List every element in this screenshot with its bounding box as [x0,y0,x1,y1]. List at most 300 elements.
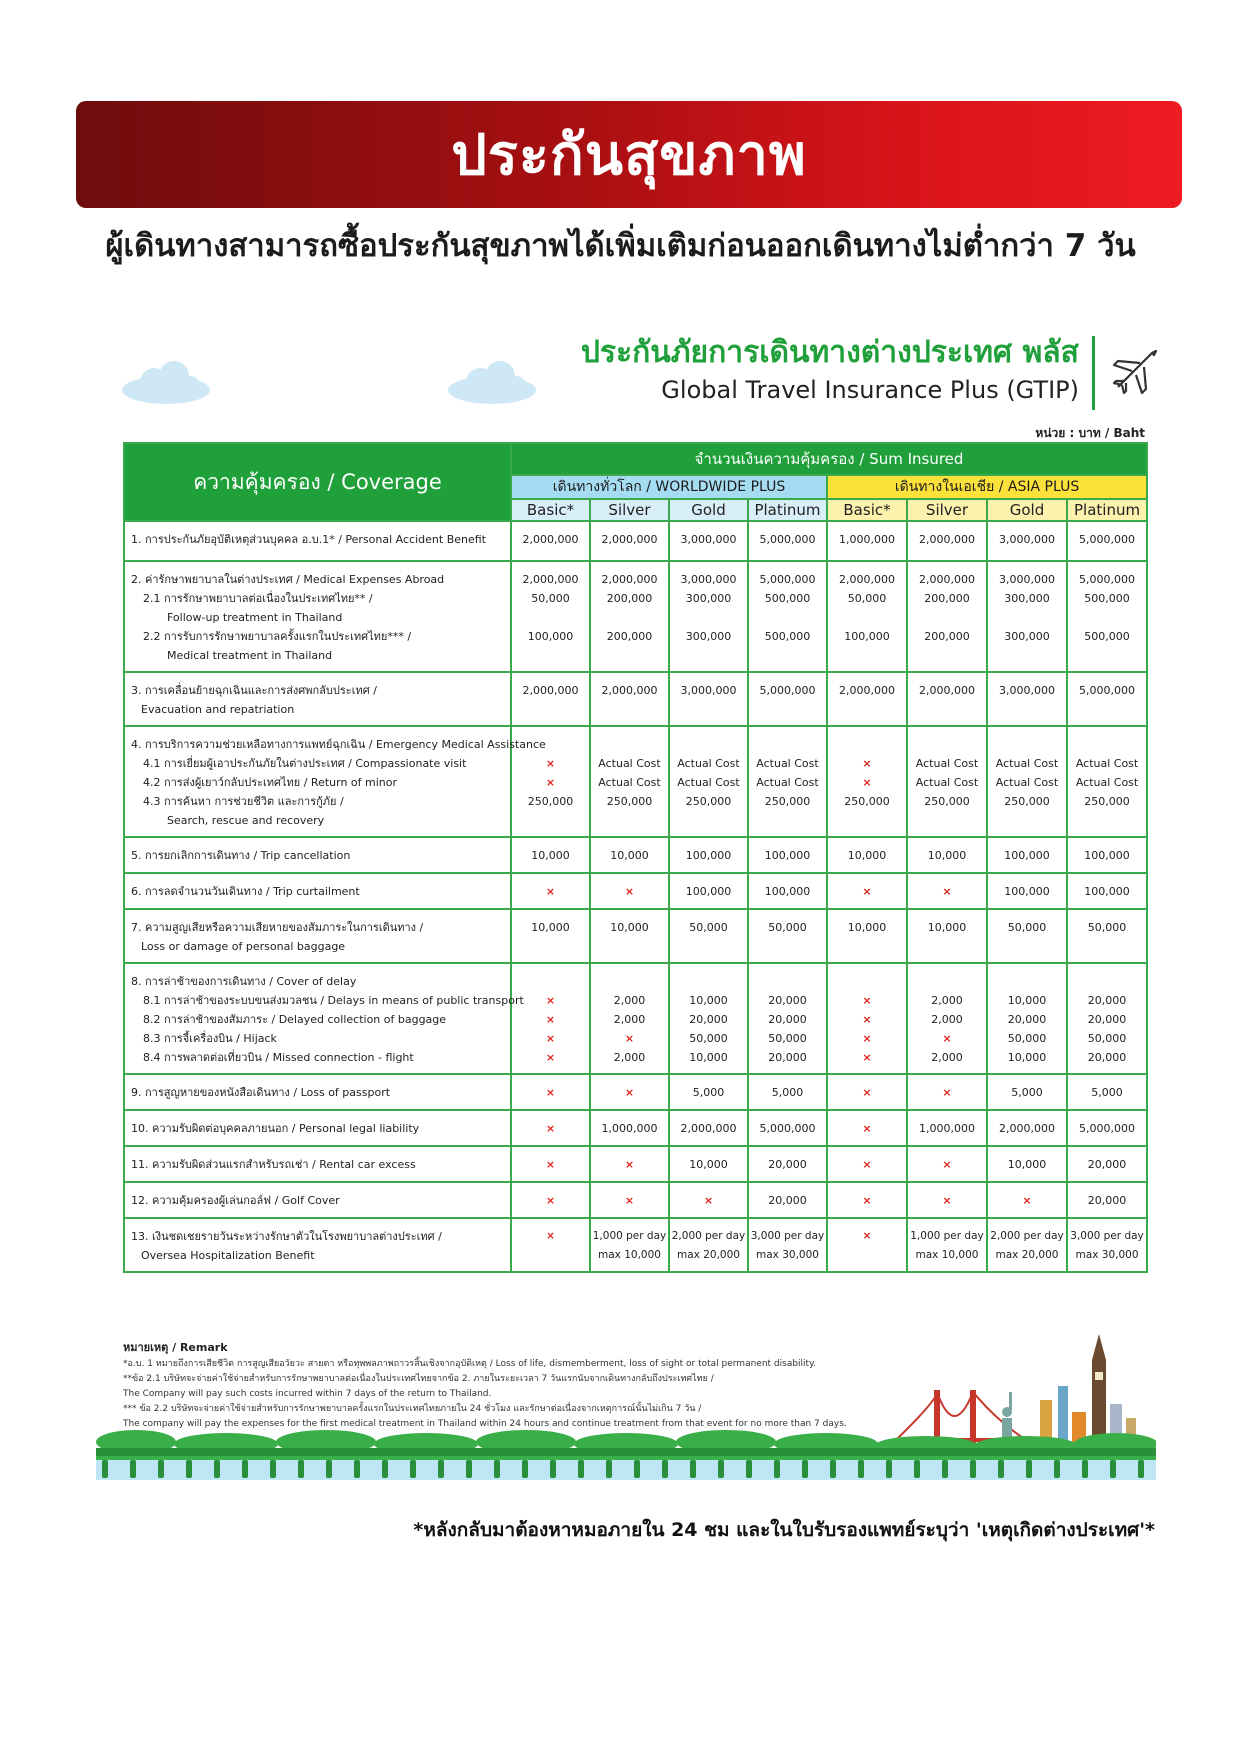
sum-insured-value: 2,000 per day [671,1230,746,1242]
sum-insured-value: 2,000,000 [919,573,975,586]
not-covered-mark: × [624,1032,635,1045]
sum-insured-cell [748,1182,827,1218]
sum-insured-value: max 10,000 [598,1249,661,1261]
sum-insured-value: 100,000 [685,849,732,862]
coverage-text: 12. ความคุ้มครองผู้เล่นกอล์ฟ / Golf Cover [131,1194,340,1207]
sum-insured-value: 2,000,000 [522,573,579,586]
sum-insured-value: 10,000 [610,849,649,862]
not-covered-mark: × [862,1032,872,1045]
sum-insured-cell [590,1146,669,1182]
sum-insured-cell [827,672,907,726]
sum-insured-cell [827,521,907,561]
sum-insured-value [908,735,986,754]
sum-insured-header: จำนวนเงินความคุ้มครอง / Sum Insured [511,443,1147,475]
rail-post [914,1460,920,1478]
not-covered-mark: × [545,1158,556,1171]
sum-insured-cell [987,909,1067,963]
sum-insured-value: 10,000 [847,849,887,862]
sum-insured-cell [827,726,907,837]
sum-insured-cell [987,1182,1067,1218]
sum-insured-cell [590,837,669,873]
sum-insured-cell [669,1182,748,1218]
not-covered-mark: × [545,1122,556,1135]
sum-insured-value: 2,000 [931,994,963,1007]
coverage-text: Search, rescue and recovery [167,814,325,827]
unit-label: หน่วย : บาท / Baht [1035,426,1145,440]
rail-post [718,1460,724,1478]
plan-header: Silver [907,499,987,521]
sum-insured-cell [827,1218,907,1272]
sum-insured-value: Actual Cost [677,757,740,770]
product-title-th: ประกันภัยการเดินทางต่างประเทศ พลัส [580,335,1079,370]
sum-insured-cell [1067,1146,1147,1182]
not-covered-mark: × [546,1230,555,1242]
sum-insured-value: 2,000,000 [919,533,975,546]
sum-insured-cell [669,672,748,726]
sum-insured-value [988,972,1066,991]
sum-insured-value: 20,000 [1087,1013,1127,1026]
sum-insured-value: Actual Cost [995,776,1059,789]
header-banner [76,101,1182,208]
sum-insured-value: 10,000 [1007,1051,1047,1064]
sum-insured-value: 2,000 [613,994,646,1007]
coverage-text: 8.3 การจี้เครื่องบิน / Hijack [143,1032,277,1045]
sum-insured-value: 50,000 [1007,1032,1047,1045]
sum-insured-value: 10,000 [689,1158,728,1171]
sum-insured-cell [907,837,987,873]
sum-insured-cell [987,837,1067,873]
sum-insured-cell [1067,672,1147,726]
coverage-description [124,1218,511,1272]
table-row [124,837,1147,873]
sum-insured-cell [511,1218,590,1272]
sum-insured-value: 3,000,000 [999,573,1055,586]
sum-insured-value: 100,000 [1004,849,1050,862]
not-covered-mark: × [862,1086,872,1099]
sum-insured-value [988,735,1066,754]
sum-insured-cell [590,873,669,909]
sum-insured-value: Actual Cost [598,757,661,770]
remark-line: The company will pay the expenses for the first medical treatment in Thailand within 24 hours and continue treatment from that event for no more than 7 days. [123,1419,847,1429]
not-covered-mark: × [862,885,872,898]
sum-insured-value: 10,000 [610,921,649,934]
not-covered-mark: × [703,1194,714,1207]
rail-post [326,1460,332,1478]
sum-insured-value: 5,000,000 [759,1122,816,1135]
rail-post [410,1460,416,1478]
sum-insured-value: 250,000 [685,795,732,808]
remark-line: *** ข้อ 2.2 บริษัทจะจ่ายค่าใช้จ่ายสำหรับการรักษาพยาบาลครั้งแรกในประเทศไทยภายใน 24 ชั่วโมง และรักษาต่อเนื่องจากเหตุการณ์นั้นไม่เกิน 7 วัน / [123,1404,702,1414]
sum-insured-cell [748,1110,827,1146]
coverage-text: 2.1 การรักษาพยาบาลต่อเนื่องในประเทศไทย** / [143,592,373,605]
sum-insured-value [591,608,668,627]
sum-insured-cell [669,837,748,873]
sum-insured-value: 3,000 per day [750,1230,825,1242]
not-covered-mark: × [862,757,872,770]
sum-insured-cell [511,1110,590,1146]
coverage-text: 2.2 การรับการรักษาพยาบาลครั้งแรกในประเทศไทย*** / [143,630,412,643]
sum-insured-value: 1,000 per day [592,1230,667,1242]
sum-insured-cell [987,521,1067,561]
sum-insured-value: Actual Cost [995,757,1059,770]
sum-insured-cell [748,1218,827,1272]
sum-insured-value: 3,000 per day [1070,1230,1144,1242]
sum-insured-value: 10,000 [689,1051,728,1064]
rail-post [998,1460,1004,1478]
not-covered-mark: × [862,1051,872,1064]
not-covered-mark: × [545,1194,556,1207]
sum-insured-cell [511,1074,590,1110]
not-covered-mark: × [942,1032,952,1045]
rail-post [242,1460,248,1478]
plan-header: Platinum [748,499,827,521]
sum-insured-cell [511,909,590,963]
sum-insured-cell [590,726,669,837]
sum-insured-value: 20,000 [768,994,807,1007]
sum-insured-value [828,972,906,991]
sum-insured-value: 5,000,000 [759,573,816,586]
not-covered-mark: × [942,1158,952,1171]
coverage-text: 4.2 การส่งผู้เยาว์กลับประเทศไทย / Return of minor [143,776,398,789]
sum-insured-cell [590,1182,669,1218]
sum-insured-value: 50,000 [689,1032,728,1045]
sum-insured-value: 100,000 [764,849,811,862]
sum-insured-cell [1067,963,1147,1074]
coverage-header: ความคุ้มครอง / Coverage [124,443,511,521]
sum-insured-value: 100,000 [1004,885,1050,898]
rail-post [662,1460,668,1478]
sum-insured-value: Actual Cost [756,757,819,770]
sum-insured-value: 1,000,000 [601,1122,658,1135]
sum-insured-value: 1,000 per day [910,1230,984,1242]
sum-insured-cell [669,1218,748,1272]
sum-insured-cell [748,963,827,1074]
sum-insured-value: 500,000 [764,630,811,643]
sum-insured-cell [987,873,1067,909]
not-covered-mark: × [862,1230,872,1242]
sum-insured-value: 20,000 [1087,1194,1127,1207]
not-covered-mark: × [624,1086,635,1099]
sum-insured-value: 5,000 [771,1086,804,1099]
sum-insured-value: 2,000,000 [601,573,658,586]
sum-insured-cell [669,726,748,837]
divider [1092,336,1095,410]
sum-insured-cell [907,963,987,1074]
sum-insured-cell [1067,1110,1147,1146]
sum-insured-value: 50,000 [1087,1032,1127,1045]
sum-insured-value: 5,000 [1011,1086,1043,1099]
sum-insured-value: 300,000 [685,630,732,643]
sum-insured-value: 10,000 [1007,994,1047,1007]
coverage-text: 8.1 การล่าช้าของระบบขนส่งมวลชน / Delays in means of public transport [143,994,524,1007]
not-covered-mark: × [624,1194,635,1207]
rail-post [746,1460,752,1478]
sum-insured-cell [511,521,590,561]
sum-insured-value: 20,000 [1087,1158,1127,1171]
sum-insured-value: 500,000 [764,592,811,605]
not-covered-mark: × [862,1013,872,1026]
sum-insured-value: max 10,000 [915,1249,979,1261]
coverage-text: 2. ค่ารักษาพยาบาลในต่างประเทศ / Medical Expenses Abroad [131,573,445,586]
sum-insured-value: Actual Cost [915,757,979,770]
sum-insured-value: 250,000 [527,795,574,808]
sum-insured-value: 200,000 [606,592,653,605]
rail-post [270,1460,276,1478]
not-covered-mark: × [545,994,556,1007]
coverage-description [124,521,511,561]
sum-insured-value: Actual Cost [915,776,979,789]
table-row [124,726,1147,837]
sum-insured-cell [1067,726,1147,837]
coverage-description [124,837,511,873]
not-covered-mark: × [545,757,556,770]
sum-insured-cell [827,963,907,1074]
not-covered-mark: × [862,994,872,1007]
coverage-text: 1. การประกันภัยอุบัติเหตุส่วนบุคคล อ.บ.1* / Personal Accident Benefit [131,533,486,546]
sum-insured-value: 250,000 [1004,795,1050,808]
plan-header: Gold [987,499,1067,521]
coverage-description [124,909,511,963]
sum-insured-cell [907,672,987,726]
not-covered-mark: × [624,885,635,898]
sum-insured-cell [987,1074,1067,1110]
sum-insured-value: Actual Cost [1075,776,1139,789]
sum-insured-value: 5,000,000 [759,533,816,546]
coverage-text: 13. เงินชดเชยรายวันระหว่างรักษาตัวในโรงพยาบาลต่างประเทศ / [131,1230,442,1243]
sum-insured-value [908,972,986,991]
sum-insured-value: 250,000 [606,795,653,808]
sum-insured-cell [1067,521,1147,561]
table-row [124,521,1147,561]
sum-insured-cell [511,561,590,672]
sum-insured-cell [827,1182,907,1218]
sum-insured-value: 5,000,000 [1079,684,1136,697]
sum-insured-value: 50,000 [689,921,728,934]
sum-insured-cell [1067,837,1147,873]
sum-insured-cell [827,909,907,963]
product-title-en: Global Travel Insurance Plus (GTIP) [661,376,1079,404]
sum-insured-value: 10,000 [927,921,967,934]
coverage-description [124,1110,511,1146]
sum-insured-value: 20,000 [768,1158,807,1171]
sum-insured-cell [748,561,827,672]
rail-post [606,1460,612,1478]
rail-post [130,1460,136,1478]
sum-insured-value: 500,000 [1084,630,1130,643]
not-covered-mark: × [862,1158,872,1171]
sum-insured-value: 250,000 [1084,795,1130,808]
rail-post [158,1460,164,1478]
sum-insured-value: 20,000 [689,1013,728,1026]
sum-insured-cell [1067,1182,1147,1218]
product-heading [581,333,1079,407]
not-covered-mark: × [942,885,952,898]
sum-insured-value: 20,000 [1087,994,1127,1007]
sum-insured-value: 300,000 [685,592,732,605]
sum-insured-cell [511,873,590,909]
coverage-rows [124,521,1147,1272]
sum-insured-value [828,735,906,754]
sum-insured-cell [748,1074,827,1110]
coverage-description [124,672,511,726]
sum-insured-value: 200,000 [606,630,653,643]
sum-insured-value: 250,000 [844,795,890,808]
sum-insured-value: max 20,000 [995,1249,1059,1261]
rail-post [102,1460,108,1478]
sum-insured-cell [1067,561,1147,672]
not-covered-mark: × [862,776,872,789]
sum-insured-cell [669,1146,748,1182]
table-row [124,963,1147,1074]
sum-insured-cell [987,1218,1067,1272]
not-covered-mark: × [624,1158,635,1171]
coverage-text: 11. ความรับผิดส่วนแรกสำหรับรถเช่า / Rental car excess [131,1158,416,1171]
sum-insured-value: max 30,000 [1075,1249,1139,1261]
sum-insured-cell [827,837,907,873]
rail-post [578,1460,584,1478]
coverage-text: Oversea Hospitalization Benefit [141,1249,315,1262]
sum-insured-cell [987,726,1067,837]
sum-insured-cell [1067,1074,1147,1110]
sum-insured-value: 10,000 [847,921,887,934]
sum-insured-value: 3,000,000 [680,533,737,546]
sum-insured-cell [907,909,987,963]
sum-insured-cell [987,1110,1067,1146]
sum-insured-value: 2,000,000 [522,533,579,546]
coverage-text: 7. ความสูญเสียหรือความเสียหายของสัมภาระในการเดินทาง / [131,921,424,934]
sum-insured-value [591,735,668,754]
sum-insured-value [988,608,1066,627]
rail-post [634,1460,640,1478]
sum-insured-value: 50,000 [847,592,887,605]
sum-insured-value: 200,000 [924,592,970,605]
sum-insured-value: Actual Cost [677,776,740,789]
sum-insured-value [1068,735,1146,754]
asia-header: เดินทางในเอเชีย / ASIA PLUS [827,475,1147,499]
sum-insured-cell [987,672,1067,726]
sum-insured-value: 50,000 [768,1032,807,1045]
sum-insured-value: 250,000 [924,795,970,808]
coverage-description [124,561,511,672]
table-row [124,909,1147,963]
sum-insured-value: 1,000,000 [919,1122,975,1135]
sum-insured-cell [907,1110,987,1146]
sum-insured-value: 20,000 [1087,1051,1127,1064]
rail-post [1054,1460,1060,1478]
sum-insured-value: 500,000 [1084,592,1130,605]
sum-insured-value: 3,000,000 [680,573,737,586]
sum-insured-cell [1067,909,1147,963]
rail-post [970,1460,976,1478]
sum-insured-cell [590,672,669,726]
sum-insured-value: 300,000 [1004,592,1050,605]
remark-line: The Company will pay such costs incurred within 7 days of the return to Thailand. [123,1389,492,1399]
sum-insured-value: 3,000,000 [999,533,1055,546]
rail-post [1110,1460,1116,1478]
table-row [124,1074,1147,1110]
sum-insured-value: 100,000 [527,630,574,643]
sum-insured-value [828,608,906,627]
sum-insured-cell [590,1218,669,1272]
coverage-text: 10. ความรับผิดต่อบุคคลภายนอก / Personal legal liability [131,1122,420,1135]
coverage-description [124,1146,511,1182]
rail-post [214,1460,220,1478]
rail-post [1138,1460,1144,1478]
sum-insured-cell [748,726,827,837]
sum-insured-value: 2,000,000 [839,684,895,697]
sum-insured-cell [511,1182,590,1218]
coverage-description [124,1074,511,1110]
coverage-text: Loss or damage of personal baggage [141,940,346,953]
coverage-description [124,726,546,837]
worldwide-header: เดินทางทั่วโลก / WORLDWIDE PLUS [511,475,827,499]
rail-post [522,1460,528,1478]
sum-insured-value: 3,000,000 [680,684,737,697]
sum-insured-cell [907,1074,987,1110]
rail-post [186,1460,192,1478]
sum-insured-value [670,972,747,991]
sum-insured-value: 10,000 [689,994,728,1007]
rail-post [1026,1460,1032,1478]
sum-insured-value: 100,000 [1084,885,1130,898]
sum-insured-value: max 20,000 [677,1249,740,1261]
sum-insured-cell [748,873,827,909]
sum-insured-cell [827,873,907,909]
sum-insured-value: 3,000,000 [999,684,1055,697]
coverage-description [124,1182,511,1218]
sum-insured-value: 2,000,000 [601,684,658,697]
sum-insured-value: 5,000,000 [1079,533,1136,546]
sum-insured-value: 20,000 [768,1194,807,1207]
sum-insured-cell [590,521,669,561]
sum-insured-cell [669,909,748,963]
sum-insured-cell [987,561,1067,672]
rail-post [858,1460,864,1478]
sum-insured-value: 2,000,000 [522,684,579,697]
rail-post [494,1460,500,1478]
sum-insured-cell [907,1146,987,1182]
sum-insured-value: 50,000 [531,592,570,605]
coverage-text: Follow-up treatment in Thailand [167,611,343,624]
sum-insured-value [512,608,589,627]
sum-insured-cell [987,1146,1067,1182]
sum-insured-cell [511,837,590,873]
not-covered-mark: × [545,1032,556,1045]
sum-insured-value: 5,000 [1091,1086,1123,1099]
rail-post [550,1460,556,1478]
remark-line: *อ.บ. 1 หมายถึงการเสียชีวิต การสูญเสียอวัยวะ สายตา หรือทุพพลภาพถาวรสิ้นเชิงจากอุบัติเหตุ / Loss of life, dismemberment, loss of sight or total permanent disability. [123,1359,816,1369]
rail-post [382,1460,388,1478]
sum-insured-cell [907,873,987,909]
sum-insured-value: 100,000 [1084,849,1130,862]
rail-post [438,1460,444,1478]
sum-insured-value: max 30,000 [756,1249,819,1261]
coverage-text: 4.3 การค้นหา การช่วยชีวิต และการกู้ภัย / [143,795,344,808]
cloud-icon [120,360,212,406]
sum-insured-value: 10,000 [531,849,570,862]
sum-insured-cell [748,1146,827,1182]
sum-insured-cell [748,909,827,963]
coverage-description [124,963,524,1074]
sum-insured-value: 20,000 [1007,1013,1047,1026]
sum-insured-cell [669,1074,748,1110]
coverage-text: 6. การลดจำนวนวันเดินทาง / Trip curtailment [131,885,360,898]
rail-post [1082,1460,1088,1478]
not-covered-mark: × [545,1051,556,1064]
sum-insured-value: 100,000 [764,885,811,898]
sum-insured-cell [827,1110,907,1146]
sum-insured-value [1068,608,1146,627]
